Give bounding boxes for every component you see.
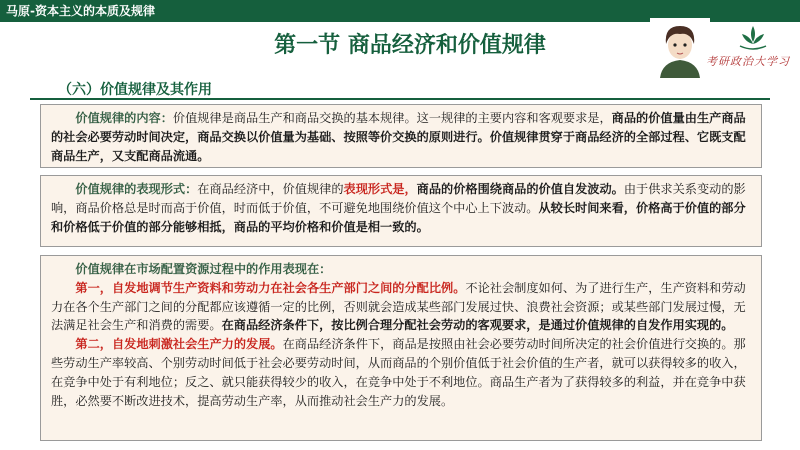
box1-bold-text: 商品的价值量由生产商品的社会必要劳动时间决定，商品交换以价值量为基础、按照等价交换的原则进行。价值规律贯穿于商品经济的全部过程、它既支配商品生产，又支配商品流通。 xyxy=(51,111,746,163)
box1-heading: 价值规律的内容： xyxy=(75,111,173,125)
content-box-law-content xyxy=(40,104,762,168)
box3-point1-bold: 在商品经济条件下，按比例合理分配社会劳动的客观要求，是通过价值规律的自发作用实现的。 xyxy=(221,318,734,333)
box2-bold-text: 商品的价格围绕商品的价值自发波动。 xyxy=(416,182,624,196)
breadcrumb: 马原-资本主义的本质及规律 xyxy=(6,4,155,18)
box2-text-2: 由于供求关系变动的影响，商品价格总是时而高于价值，时而低于价值，不可避免地围绕价值这个中心上下波动。 xyxy=(51,182,746,215)
lotus-logo-icon xyxy=(736,22,770,52)
box2-bold-text-2: 从较长时间来看，价格高于价值的部分和价格低于价值的部分能够相抵，商品的平均价格和价值是相一致的。 xyxy=(51,200,746,234)
box3-point2-red: 第二，自发地刺激社会生产力的发展。 xyxy=(75,337,283,352)
content-box-law-role xyxy=(40,255,762,441)
box2-text-1: 在商品经济中，价值规律的 xyxy=(197,182,344,196)
box2-red-text: 表现形式是， xyxy=(343,182,417,196)
divider xyxy=(30,98,770,100)
box3-point2-text: 在商品经济条件下，商品是按照由社会必要劳动时间所决定的社会价值进行交换的。那些劳动生产率较高、个别劳动时间低于社会必要劳动时间，从而商品的个别价值低于社会价值的生产者，就可以获得较多的收入，在竞争中处于有利地位；反之、就只能获得较少的收入，在竞争中处于不利地位。商品生产者为了获得较多的利益，并在竞争中获胜，必然要不断改进技术，提高劳动生产率，从而推动社会生产力的发展。 xyxy=(51,337,746,408)
box3-point1-red: 第一，自发地调节生产资料和劳动力在社会各生产部门之间的分配比例。 xyxy=(75,280,466,295)
box3-point1-text: 不论社会制度如何、为了进行生产，生产资料和劳动力在各个生产部门之间的分配都应该遵循一定的比例，否则就会造成某些部门发展过快、浪费社会资源；或某些部门发展过慢，无法满足社会生产和消费的需要。 xyxy=(51,280,746,333)
content-box-law-form xyxy=(40,175,762,247)
logo-text: 考研政治大学习 xyxy=(706,55,790,68)
box3-heading: 价值规律在市场配置资源过程中的作用表现在： xyxy=(75,262,332,276)
box1-text: 价值规律是商品生产和商品交换的基本规律。这一规律的主要内容和客观要求是， xyxy=(172,111,612,125)
section-heading: （六）价值规律及其作用 xyxy=(58,82,212,98)
avatar xyxy=(650,18,710,78)
box2-heading: 价值规律的表现形式： xyxy=(75,182,198,196)
page-title: 第一节 商品经济和价值规律 xyxy=(274,33,546,58)
